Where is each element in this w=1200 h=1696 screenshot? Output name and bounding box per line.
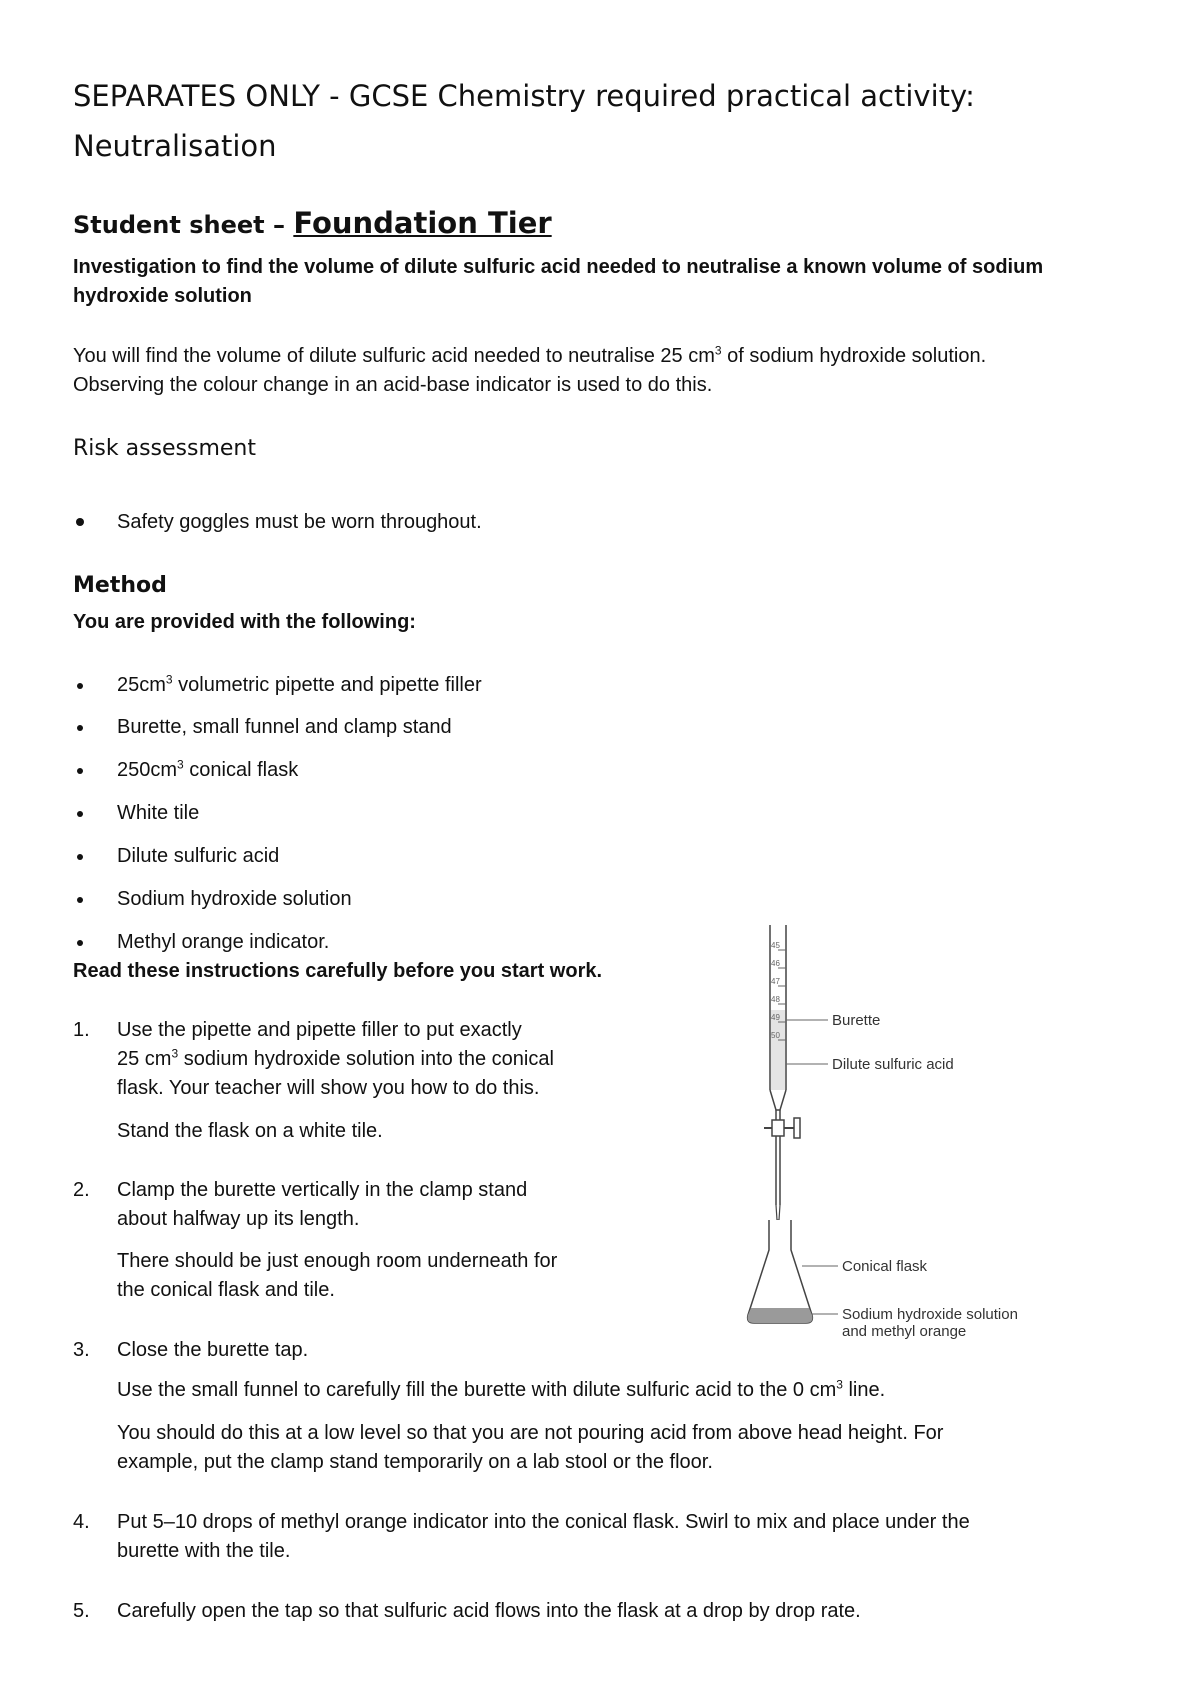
bullet-icon: [77, 897, 83, 903]
svg-text:45: 45: [771, 941, 780, 950]
svg-text:50: 50: [771, 1031, 780, 1040]
tap-icon: [764, 1118, 800, 1138]
conical-flask-icon: [748, 1220, 813, 1323]
risk-assessment-heading: Risk assessment: [73, 436, 256, 461]
step-1-text: Use the pipette and pipette filler to put exactly 25 $cm^3$ sodium hydroxide solution into the conical flask. Your teacher will show you how to do this.: [117, 1019, 554, 1099]
equipment-item: $250cm^3$ conical flask: [117, 757, 299, 781]
label-naoh-2: and methyl orange: [842, 1323, 967, 1340]
burette-icon: [770, 925, 786, 1220]
bullet-icon: [77, 854, 83, 860]
step-4-text: Put 5–10 drops of methyl orange indicator into the conical flask. Swirl to mix and place under the burette with the tile.: [117, 1511, 970, 1562]
read-instructions: Read these instructions carefully before you start work.: [73, 960, 603, 982]
step-3-text: Close the burette tap.: [117, 1339, 309, 1361]
step-number: 4.: [73, 1511, 90, 1533]
svg-text:49: 49: [771, 1013, 780, 1022]
step-number: 1.: [73, 1019, 90, 1041]
risk-item: Safety goggles must be worn throughout.: [117, 511, 482, 533]
step-1-note: Stand the flask on a white tile.: [117, 1120, 383, 1142]
tier-label: Foundation Tier: [293, 206, 552, 240]
step-3-fill: Use the small funnel to carefully fill the burette with dilute sulfuric acid to the 0 $cm^3$ line.: [117, 1377, 886, 1401]
equipment-item: Sodium hydroxide solution: [117, 888, 352, 910]
svg-text:46: 46: [771, 959, 780, 968]
equipment-item: Methyl orange indicator.: [117, 931, 330, 953]
provided-heading: You are provided with the following:: [73, 611, 416, 633]
titration-diagram: [740, 920, 1080, 1340]
investigation-heading: Investigation to find the volume of dilute sulfuric acid needed to neutralise a known volume of sodium hydroxide solution: [73, 256, 1044, 307]
equipment-item: $25cm^3$ volumetric pipette and pipette filler: [117, 672, 482, 696]
student-sheet-heading: Student sheet – Foundation Tier: [73, 206, 552, 240]
step-5-text: Carefully open the tap so that sulfuric acid flows into the flask at a drop by drop rate.: [117, 1600, 861, 1622]
bullet-icon: [77, 940, 83, 946]
page-title: SEPARATES ONLY - GCSE Chemistry required practical activity: Neutralisation: [73, 79, 975, 163]
equipment-item: Dilute sulfuric acid: [117, 845, 280, 867]
svg-text:47: 47: [771, 977, 780, 986]
bullet-icon: [77, 725, 83, 731]
intro-text: You will find the volume of dilute sulfuric acid needed to neutralise 25 $cm^3$ of sodium hydroxide solution. Observing the colour change in an acid-base indicator is used to do this.: [73, 343, 987, 396]
label-flask: Conical flask: [842, 1258, 928, 1275]
label-burette: Burette: [832, 1012, 881, 1029]
step-3-note: You should do this at a low level so that you are not pouring acid from above head height. For example, put the clamp stand temporarily on a lab stool or the floor.: [117, 1422, 944, 1473]
bullet-icon: [77, 811, 83, 817]
bullet-icon: [76, 518, 84, 526]
equipment-item: White tile: [117, 802, 200, 824]
step-number: 3.: [73, 1339, 90, 1361]
label-acid: Dilute sulfuric acid: [832, 1056, 954, 1073]
method-heading: Method: [73, 573, 167, 598]
svg-text:48: 48: [771, 995, 780, 1004]
step-2-text: Clamp the burette vertically in the clamp stand about halfway up its length.: [117, 1179, 528, 1230]
step-number: 2.: [73, 1179, 90, 1201]
bullet-icon: [77, 683, 83, 689]
label-naoh-1: Sodium hydroxide solution: [842, 1306, 1018, 1323]
bullet-icon: [77, 768, 83, 774]
equipment-item: Burette, small funnel and clamp stand: [117, 716, 452, 738]
step-number: 5.: [73, 1600, 90, 1622]
step-2-note: There should be just enough room underneath for the conical flask and tile.: [117, 1250, 558, 1301]
